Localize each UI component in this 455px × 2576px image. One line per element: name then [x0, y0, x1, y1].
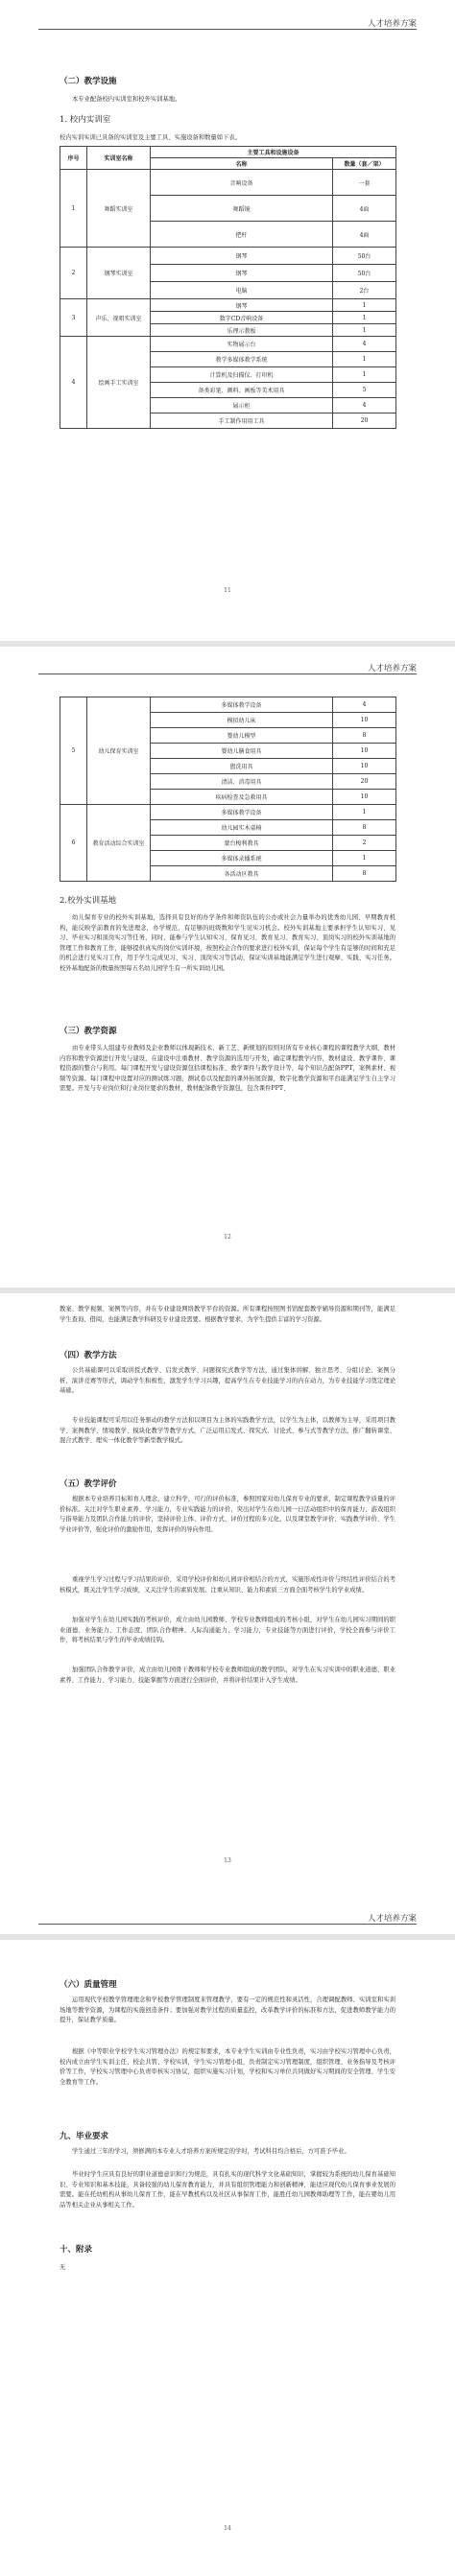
section-title: （三）教学资源 [60, 1027, 117, 1036]
item-name: 计算机及扫描仪、打印机 [151, 367, 333, 383]
section-title: 九、毕业要求 [60, 2132, 109, 2141]
item-name: 乐理示教板 [151, 324, 333, 337]
paragraph: 学生通过三年的学习，须修满的本专业人才培养方案所规定的学时，考试科目均合格后，方可准予毕业。 [72, 2148, 350, 2155]
document-page-2 [0, 647, 455, 1288]
th-main: 主要工具和设施设备 [151, 147, 396, 158]
section-title: （四）教学方法 [60, 1351, 117, 1360]
item-name: 清洁、消毒用具 [151, 774, 333, 790]
page-header-title: 人才培养方案 [367, 664, 417, 674]
item-qty: 8 [333, 728, 396, 744]
section-title: （二）教学设施 [60, 77, 117, 86]
item-qty: 5 [333, 383, 396, 398]
item-qty: 50台 [333, 248, 396, 265]
paragraph: 运用现代学校教学管理理念和学校教学管理制度来管理教学，要有一定的规范性和灵活性，合理调配教师、实训室和实训场地等教学资源，为课程的实施创造条件；要加强对教学过程的质量监控，改革教学评价的标准和方法，促进教师教学能力的提升，保证教学质量。 [60, 1997, 395, 2023]
row-room: 声乐、视唱实训室 [87, 299, 151, 337]
item-name: 电脑 [151, 282, 333, 299]
paragraph: 根据本专业培养目标和育人理念，建立科学，可行的评价标准，参照国家对幼儿保育专业的要求，制定课程教学质量的评价标准。关注对学生职业素养、学习能力，专业实践能力的评价，突出对学生在幼儿园一日活动组织中的保育能力、游戏组织与指导能力及团队合作能力的评价，坚持评价主体、评价方式、评价过程的多元化，以及课堂教学评价、实践教学评价、学生学业评价等，强化评价的激励作用，发挥评价的导向作用。 [60, 1496, 395, 1533]
item-name: 钢琴 [151, 265, 333, 282]
item-name: 多媒体教学设备 [151, 805, 333, 820]
item-name: 钢琴 [151, 299, 333, 312]
subsection-title: 1. 校内实训室 [60, 115, 111, 125]
item-qty: 1 [333, 352, 396, 367]
item-name: 手工制作用用工具 [151, 414, 333, 429]
facilities-table-part1 [60, 146, 396, 429]
item-name: 婴幼儿模型 [151, 728, 333, 744]
item-qty: 10 [333, 713, 396, 728]
item-qty: 8 [333, 820, 396, 836]
item-qty: 10 [333, 759, 396, 774]
paragraph: 根据《中等职业学校学生实习管理办法》的规定和要求，本专业学生实训由专业性负责，实习由学校实习管理中心负责，校内成立由学生实训主任、校企共管、学校实训，学生实习管理小组，负责制定实习管理制度，组织管理、业务指导及考核评价等工作，学校实习管理中心负责审核实习协议，组织实施实习计划，学校和实习单位共同做好实习期间的安全管理、学生安全教育等工作。 [60, 2048, 395, 2086]
th-name: 名称 [151, 158, 333, 170]
item-qty: 4 [333, 398, 396, 414]
item-qty: 50台 [333, 265, 396, 282]
page-number: 13 [224, 1857, 231, 1864]
item-qty: 1 [333, 299, 396, 312]
th-qty: 数量（套／架） [333, 158, 396, 170]
facilities-table-part2 [60, 697, 396, 882]
item-name: 疾病检查及急救用具 [151, 790, 333, 805]
item-qty: 10 [333, 790, 396, 805]
page-number: 11 [224, 587, 231, 594]
item-name: 教学多媒体教学系统 [151, 352, 333, 367]
item-name: 多媒体教学设备 [151, 697, 333, 713]
item-qty: 一套 [333, 170, 396, 196]
item-name: 数字CD音响设备 [151, 312, 333, 324]
item-name: 模拟幼儿床 [151, 713, 333, 728]
document-page-4 [0, 1940, 455, 2576]
row-no: 5 [60, 697, 87, 805]
item-qty: 8 [333, 866, 396, 882]
item-name: 婴幼儿膳食用具 [151, 744, 333, 759]
item-name: 舞蹈镜 [151, 196, 333, 222]
subsection-title: 2.校外实训基地 [60, 896, 117, 906]
item-name: 音响设备 [151, 170, 333, 196]
item-name: 备类彩笔、颜料、画板等美术用具 [151, 383, 333, 398]
item-qty: 1 [333, 324, 396, 337]
row-no: 1 [60, 170, 87, 248]
paragraph: 由专业带头人组建专业教师及企业教师以体现新技术、新工艺、新规划的原则对所有专业核心课程的课程教学大纲、教材内容和教学资源进行开发与建设，在建设中注重教材、教学资源的选用与开发，确定课程教学内容，教材建设、教学课件、课程资源的整合与利用。每门课程开发与建设资源包括课程标准、教学课件与教学设计等，每个知识点配备PPT，案例素材、视频等资源。每门课程中设置对应的测试练习题，测试卷以及配套的课外拓展资源，数字化教学资源和平台能满足学生自主学习需要。开发与专业岗位和行业岗位要求的教材，教材配备教学资源包，包含课件PPT、 [60, 1045, 395, 1092]
page-number: 14 [224, 2525, 231, 2532]
page-header-rule [38, 29, 417, 30]
item-qty: 1 [333, 851, 396, 866]
item-name: 蒙台梭利教具 [151, 836, 333, 851]
item-qty: 2台 [333, 282, 396, 299]
item-name: 盥洗用具 [151, 759, 333, 774]
paragraph: 公共基础课可以采取讲授式教学、启发式教学、问题探究式教学等方法，通过集体讲解、独立思考、分组讨论、案例分析、演讲竞赛等形式，调动学生积极性，激发学生学习兴趣，提高学生在专业技能学习的内在动力，为专业技能学习奠定理论基础。 [60, 1367, 395, 1394]
item-qty: 4 [333, 337, 396, 352]
item-name: 钢琴 [151, 248, 333, 265]
row-room: 绘画手工实训室 [87, 337, 151, 429]
item-qty: 1 [333, 312, 396, 324]
item-qty: 4面 [333, 222, 396, 248]
page-header-title: 人才培养方案 [367, 1914, 417, 1924]
page-header-title: 人才培养方案 [367, 19, 417, 29]
item-qty: 20 [333, 774, 396, 790]
item-name: 多媒体录播系统 [151, 851, 333, 866]
paragraph: 加强对学生在幼儿园实践的考核评价，成立由幼儿园教师、学校专业教师组成的考核小组，对学生在幼儿园实习期间的职业道德、业务能力、工作态度、团队合作精神、人际沟通能力、学习能力，专业技能等方面进行评价，学校全面参与评价工作，将考核结果与学生的毕业成绩挂钩。 [60, 1617, 395, 1643]
item-name: 展示柜 [151, 398, 333, 414]
item-qty: 20 [333, 414, 396, 429]
section-intro: 本专业配备校内实训室和校外实训基地。 [72, 96, 181, 103]
item-name: 各活动区教具 [151, 866, 333, 882]
paragraph: 教案、教学视频、案例等内容，并在专业建设网络教学平台的资源。所有课程按照图书馆配套教学辅导资源和期刊等，能满足学生查询、借阅，也能满足教学科研及专业建设需要。根据教学要求，为学生提供丰富的学习资源。 [60, 1306, 395, 1323]
item-qty: 4面 [333, 196, 396, 222]
item-name: 实物展示台 [151, 337, 333, 352]
page-number: 12 [224, 1234, 231, 1241]
item-qty: 2 [333, 836, 396, 851]
item-name: 把杆 [151, 222, 333, 248]
th-room: 实训室名称 [87, 147, 151, 170]
item-qty: 1 [333, 367, 396, 383]
section-title: （六）质量管理 [60, 1980, 117, 1990]
section-title: （五）教学评价 [60, 1479, 117, 1489]
document-page-1 [0, 0, 455, 641]
table-intro: 校内实训实训已具备的实训室及主要工具、实施设备和数量如下表。 [60, 134, 241, 141]
th-no: 序号 [60, 147, 87, 170]
item-qty: 1 [333, 805, 396, 820]
section-title: 十、附录 [60, 2245, 93, 2255]
paragraph: 毕业时学生应具有良好的职业道德意识和行为规范，具有扎实的现代科学文化基础知识，掌握较为系统的幼儿保育基础知识、专业知识和基本技能，具备较强的幼儿保育教育能力，并具有组织管理能力和创新精神，能适应现代幼儿保育事业发展的需要。能在托幼机构从事幼儿保育工作，能在早教机构以及社区从事保育工作，能胜任幼儿园教师助理等工作，能在婴幼儿用品等相关企业从事相关工作。 [60, 2171, 395, 2209]
row-room: 钢琴实训室 [87, 248, 151, 299]
row-no: 3 [60, 299, 87, 337]
item-qty: 4 [333, 697, 396, 713]
row-room: 教育活动综合实训室 [87, 805, 151, 882]
document-page-3 [0, 1293, 455, 1934]
paragraph: 专业技能课程可采用以任务驱动的教学方法和以项目为主体的实践教学方法，以学生为主体，以教师为主导，采用项目教学、案例教学、情境教学、模块化教学等教学方式，广泛运用启发式、探究式、讨论式、参与式等教学方法，推广翻转课堂、混合式教学、理实一体化教学等新型教学模式。 [60, 1417, 395, 1444]
page-header-rule [38, 1924, 417, 1925]
row-no: 2 [60, 248, 87, 299]
row-no: 4 [60, 337, 87, 429]
item-name: 幼儿园实木桌椅 [151, 820, 333, 836]
paragraph: 幼儿保育专业的校外实训基地，选择具有良好的办学条件和师资队伍的公办或社会力量举办的优秀幼儿园、早期教育机构，能反映学前教育的先进理念，办学规范，有足够的班级数和学生见实习机会。校外实训基地主要承担学生认知实习、见习、毕业实习和顶岗实习等任务，同时，能参与学生认知实习、保育见习、教育见习、教育实习、顶岗实习的校外实训基地的管理工作和教育工作，能够提供真实的岗位实训环境，按照校企合作的要求进行校外实训，保证每个学生有足够的时间和充足的机会进行见实习工作，用于学生完成见习、实习、顶岗实习等活动，保证实训基地能满足学生进行观摩、实践、实习任务。校外基地配备的数量按照每五名幼儿园学生有一所实训幼儿园。 [60, 914, 395, 972]
row-room: 幼儿保育实训室 [87, 697, 151, 805]
row-no: 6 [60, 805, 87, 882]
appendix-text: 无 [60, 2264, 66, 2271]
paragraph: 加强团队合作教学评价，成立由幼儿园骨干教师和学校专业教师组成的教学团队，对学生在实习实训中的职业道德、职业素养、工作能力、学习能力、技能掌握等方面进行全面评价，并将评价结果计入学生成绩。 [60, 1666, 395, 1684]
paragraph: 重视学生学习过程与学习结果的评价，采用学校评价和幼儿园评价相结合的方式，实施形成性评价与终结性评价结合的考核模式，既关注学生学习成绩，又关注学生的素质发展。注重从知识、能力和素质三方面全面考核学生的学业成绩。 [60, 1576, 395, 1594]
item-qty: 10 [333, 744, 396, 759]
row-room: 舞蹈实训室 [87, 170, 151, 248]
